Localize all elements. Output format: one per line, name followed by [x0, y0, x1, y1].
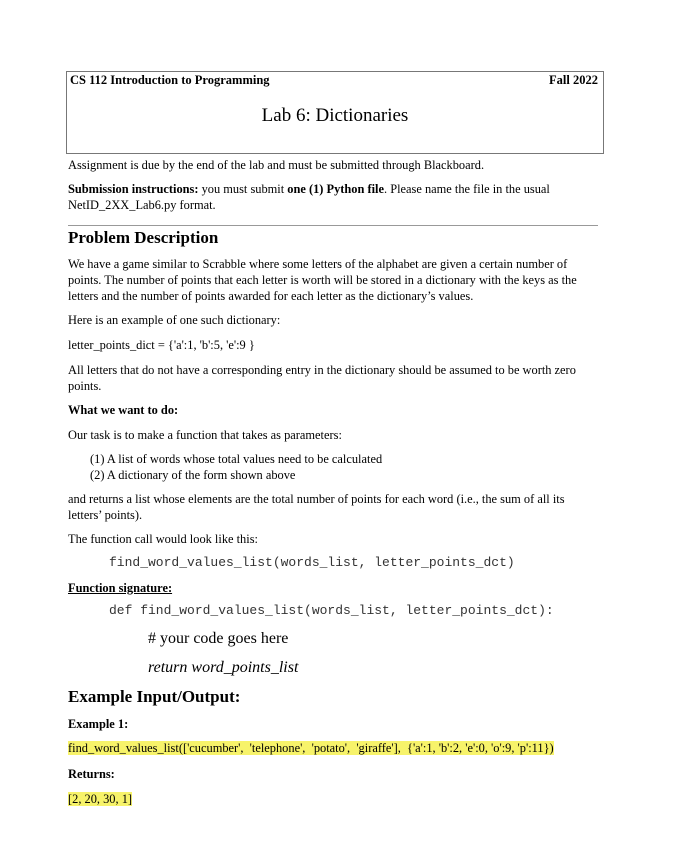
- submission-filename-format: NetID_2XX_Lab6.py format.: [68, 198, 216, 212]
- submission-text-2: . Please name the file in the usual: [384, 182, 550, 196]
- assignment-due: Assignment is due by the end of the lab and must be submitted through Blackboard.: [68, 158, 485, 172]
- divider: [68, 225, 598, 226]
- task-intro: Our task is to make a function that takes as parameters:: [68, 428, 342, 442]
- list-item: (1) A list of words whose total values need to be calculated: [90, 452, 383, 466]
- paragraph-line: All letters that do not have a corresponding entry in the dictionary should be assumed to be worth zero: [68, 363, 576, 377]
- paragraph-line: points. The number of points that each letter is worth will be stored in a dictionary with the keys as the: [68, 273, 577, 287]
- problem-heading: Problem Description: [68, 228, 219, 247]
- returns-description: [68, 491, 565, 523]
- problem-paragraph: [68, 256, 577, 304]
- submission-text-1: you must submit: [198, 182, 288, 196]
- returns-label: Returns:: [68, 767, 115, 781]
- examples-heading: Example Input/Output:: [68, 687, 241, 706]
- return-line: return word_points_list: [148, 659, 299, 676]
- list-item: (2) A dictionary of the form shown above: [90, 468, 296, 482]
- want-heading: What we want to do:: [68, 403, 179, 417]
- paragraph-line: letters and the number of points awarded for each letter as the dictionary’s values.: [68, 289, 474, 303]
- example1-label: Example 1:: [68, 717, 129, 731]
- signature-code: def find_word_values_list(words_list, letter_points_dct):: [109, 603, 554, 618]
- example1-call: [68, 740, 554, 756]
- paragraph-line: We have a game similar to Scrabble where some letters of the alphabet are given a certain number of: [68, 257, 568, 271]
- paragraph-line: letters’ points).: [68, 508, 143, 522]
- code-comment: # your code goes here: [148, 630, 289, 647]
- example1-call-text: find_word_values_list(['cucumber', 'telephone', 'potato', 'giraffe'], {'a':1, 'b':2, 'e':0, 'o':9, 'p':11}): [68, 741, 554, 755]
- zero-points-note: [68, 362, 576, 394]
- course-name: CS 112 Introduction to Programming: [70, 73, 270, 87]
- returns-value-text: [2, 20, 30, 1]: [68, 792, 133, 806]
- returns-value: [68, 791, 132, 807]
- signature-heading: Function signature:: [68, 581, 173, 595]
- submission-instructions: [68, 181, 550, 213]
- parameter-list: [90, 451, 382, 483]
- paragraph-line: points.: [68, 379, 102, 393]
- dict-example: letter_points_dict = {'a':1, 'b':5, 'e':9 }: [68, 338, 255, 352]
- paragraph-line: and returns a list whose elements are the total number of points for each word (i.e., the sum of all its: [68, 492, 565, 506]
- page-title: Lab 6: Dictionaries: [261, 105, 409, 126]
- term: Fall 2022: [549, 73, 598, 87]
- example-intro: Here is an example of one such dictionary:: [68, 313, 281, 327]
- submission-label: Submission instructions:: [68, 182, 199, 196]
- header-box: [66, 71, 604, 154]
- call-intro: The function call would look like this:: [68, 532, 258, 546]
- call-code: find_word_values_list(words_list, letter_points_dct): [109, 555, 515, 570]
- submission-file-count: one (1) Python file: [287, 182, 385, 196]
